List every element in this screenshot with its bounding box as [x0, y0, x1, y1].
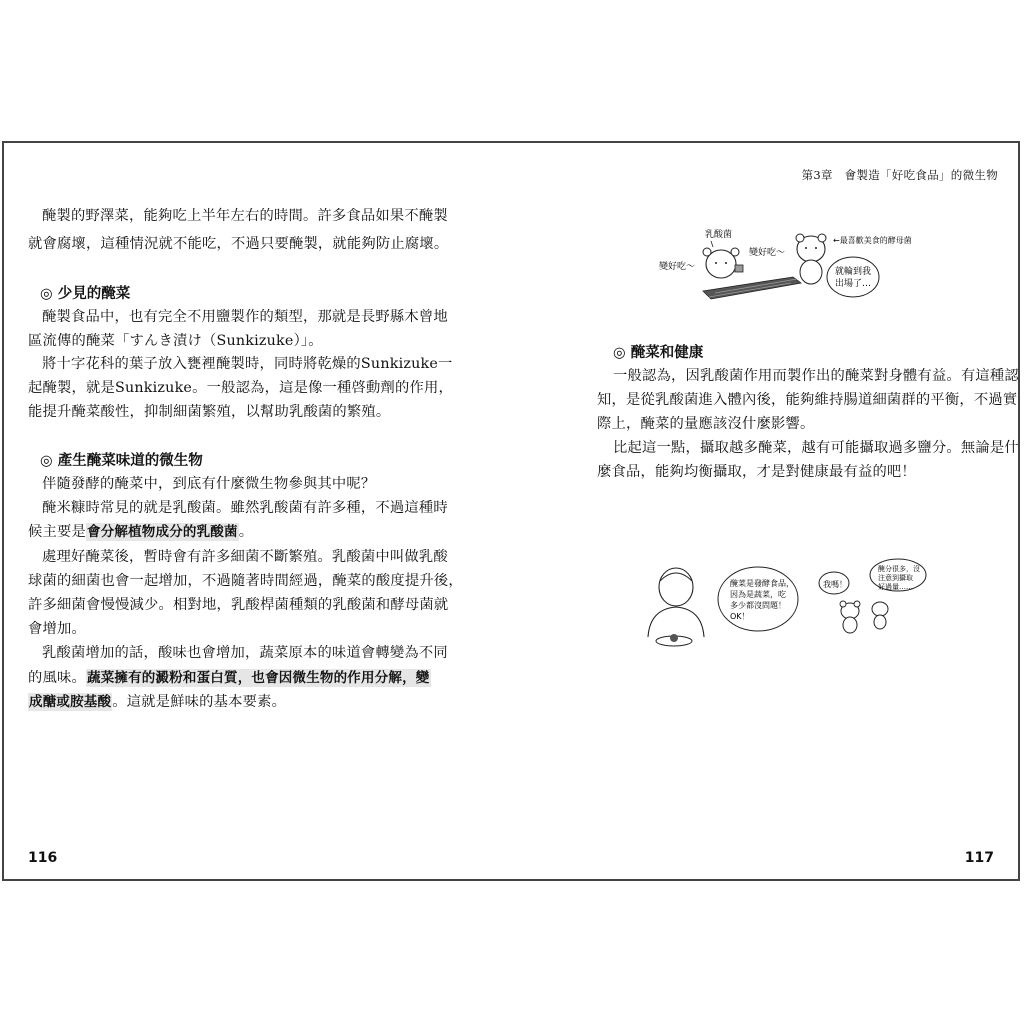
paragraph-line — [28, 691, 286, 713]
paragraph-line: 伴隨發酵的醃菜中，到底有什麼微生物參與其中呢？ — [42, 476, 376, 492]
paragraph-line: 際上，醃菜的量應該沒什麼影響。 — [597, 416, 815, 432]
text-run: 的風味。 — [28, 670, 86, 686]
speech-tasty-mid: 變好吃～ — [749, 248, 786, 258]
paragraph-line: 麼食品，能夠均衡攝取，才是對健康最有益的吧！ — [597, 464, 916, 480]
paragraph-line: 一般認為，因乳酸菌作用而製作出的醃菜對身體有益。有這種認 — [613, 368, 1019, 384]
bubble-line: OK！ — [730, 612, 750, 621]
bubble-bear-1: 我嗎！ — [823, 580, 847, 589]
pickled-vegetables-drawing — [703, 277, 801, 299]
bubble-line: 醃菜是發酵食品， — [730, 579, 794, 588]
bubble-line: 醃分很多，沒 — [878, 565, 920, 573]
paragraph-line: 球菌的細菌也會一起增加，不過隨著時間經過，醃菜的酸度提升後， — [28, 573, 463, 589]
paragraph-line: 會增加。 — [28, 621, 86, 637]
paragraph-line: 能提升醃菜酸性，抑制細菌繁殖，以幫助乳酸菌的繁殖。 — [28, 404, 391, 420]
section-heading-rare-pickles: ◎ 少見的醃菜 — [40, 286, 131, 302]
paragraph-line: 處理好醃菜後，暫時會有許多細菌不斷繁殖。乳酸菌中叫做乳酸 — [42, 549, 448, 565]
paragraph-line: 知，是從乳酸菌進入體內後，能夠維持腸道細菌群的平衡，不過實 — [597, 392, 1018, 408]
page-number-left: 116 — [28, 850, 58, 866]
intro-line-2: 就會腐壞，這種情況就不能吃，不過只要醃製，就能夠防止腐壞。 — [28, 236, 449, 252]
book-spread — [2, 141, 1020, 881]
chapter-header: 第3章 會製造「好吃食品」的微生物 — [801, 168, 998, 182]
speech-tasty-left: 變好吃～ — [659, 262, 696, 272]
right-page — [513, 143, 1022, 879]
highlight-lactic-bacteria: 會分解植物成分的乳酸菌 — [87, 524, 238, 540]
highlight-sugar-amino: 成醣或胺基酸 — [29, 694, 112, 710]
bubble-line: 好過量…… — [878, 583, 913, 591]
bubble-line: 多少都沒問題！ — [730, 601, 786, 610]
highlight-starch-protein: 蔬菜擁有的澱粉和蛋白質，也會因微生物的作用分解，變 — [87, 670, 430, 686]
bubble-line: 就輪到我 — [835, 267, 872, 277]
paragraph-line: 比起這一點，攝取越多醃菜，越有可能攝取過多鹽分。無論是什 — [613, 440, 1019, 456]
label-lactic-bacteria: 乳酸菌 — [705, 230, 733, 240]
label-yeast: ←最喜歡美食的酵母菌 — [833, 236, 912, 245]
illustration-person-bears — [638, 559, 963, 659]
text-run: 候主要是 — [28, 524, 86, 540]
text-run: 。這就是鮮味的基本要素。 — [112, 694, 287, 710]
small-bacteria-character — [872, 602, 888, 629]
page-number-right: 117 — [964, 850, 994, 866]
paragraph-line: 醃製食品中，也有完全不用鹽製作的類型，那就是長野縣木曾地 — [42, 309, 448, 325]
paragraph-line: 醃米糠時常見的就是乳酸菌。雖然乳酸菌有許多種，不過這種時 — [42, 500, 448, 516]
paragraph-line: 起醃製，就是Sunkizuke。一般認為，這是像一種啓動劑的作用， — [28, 380, 454, 396]
section-heading-pickle-microbes: ◎ 產生醃菜味道的微生物 — [40, 453, 203, 469]
illustration-lactic-yeast — [653, 219, 912, 309]
paragraph-line: 乳酸菌增加的話，酸味也會增加，蔬菜原本的味道會轉變為不同 — [42, 645, 448, 661]
paragraph-line: 區流傳的醃菜「すんき漬け（Sunkizuke）」。 — [28, 333, 323, 349]
intro-line-1: 醃製的野澤菜，能夠吃上半年左右的時間。許多食品如果不醃製 — [42, 208, 448, 224]
paragraph-line: 將十字花科的葉子放入甕裡醃製時，同時將乾燥的Sunkizuke一 — [42, 356, 453, 372]
section-heading-pickles-health: ◎ 醃菜和健康 — [613, 345, 704, 361]
lactic-bacteria-character — [703, 248, 743, 278]
bubble-line: 出場了… — [835, 279, 872, 289]
yeast-bear-character — [796, 234, 826, 284]
left-page — [4, 143, 513, 879]
paragraph-line — [28, 521, 253, 543]
bubble-line: 注意到攝取 — [878, 574, 913, 582]
person-character — [648, 568, 704, 646]
bubble-line: 因為是蔬菜，吃 — [730, 590, 786, 599]
paragraph-line — [28, 667, 431, 689]
paragraph-line: 許多細菌會慢慢減少。相對地，乳酸桿菌種類的乳酸菌和酵母菌就 — [28, 597, 449, 613]
small-bear-character — [840, 601, 860, 633]
text-run: 。 — [238, 524, 254, 540]
